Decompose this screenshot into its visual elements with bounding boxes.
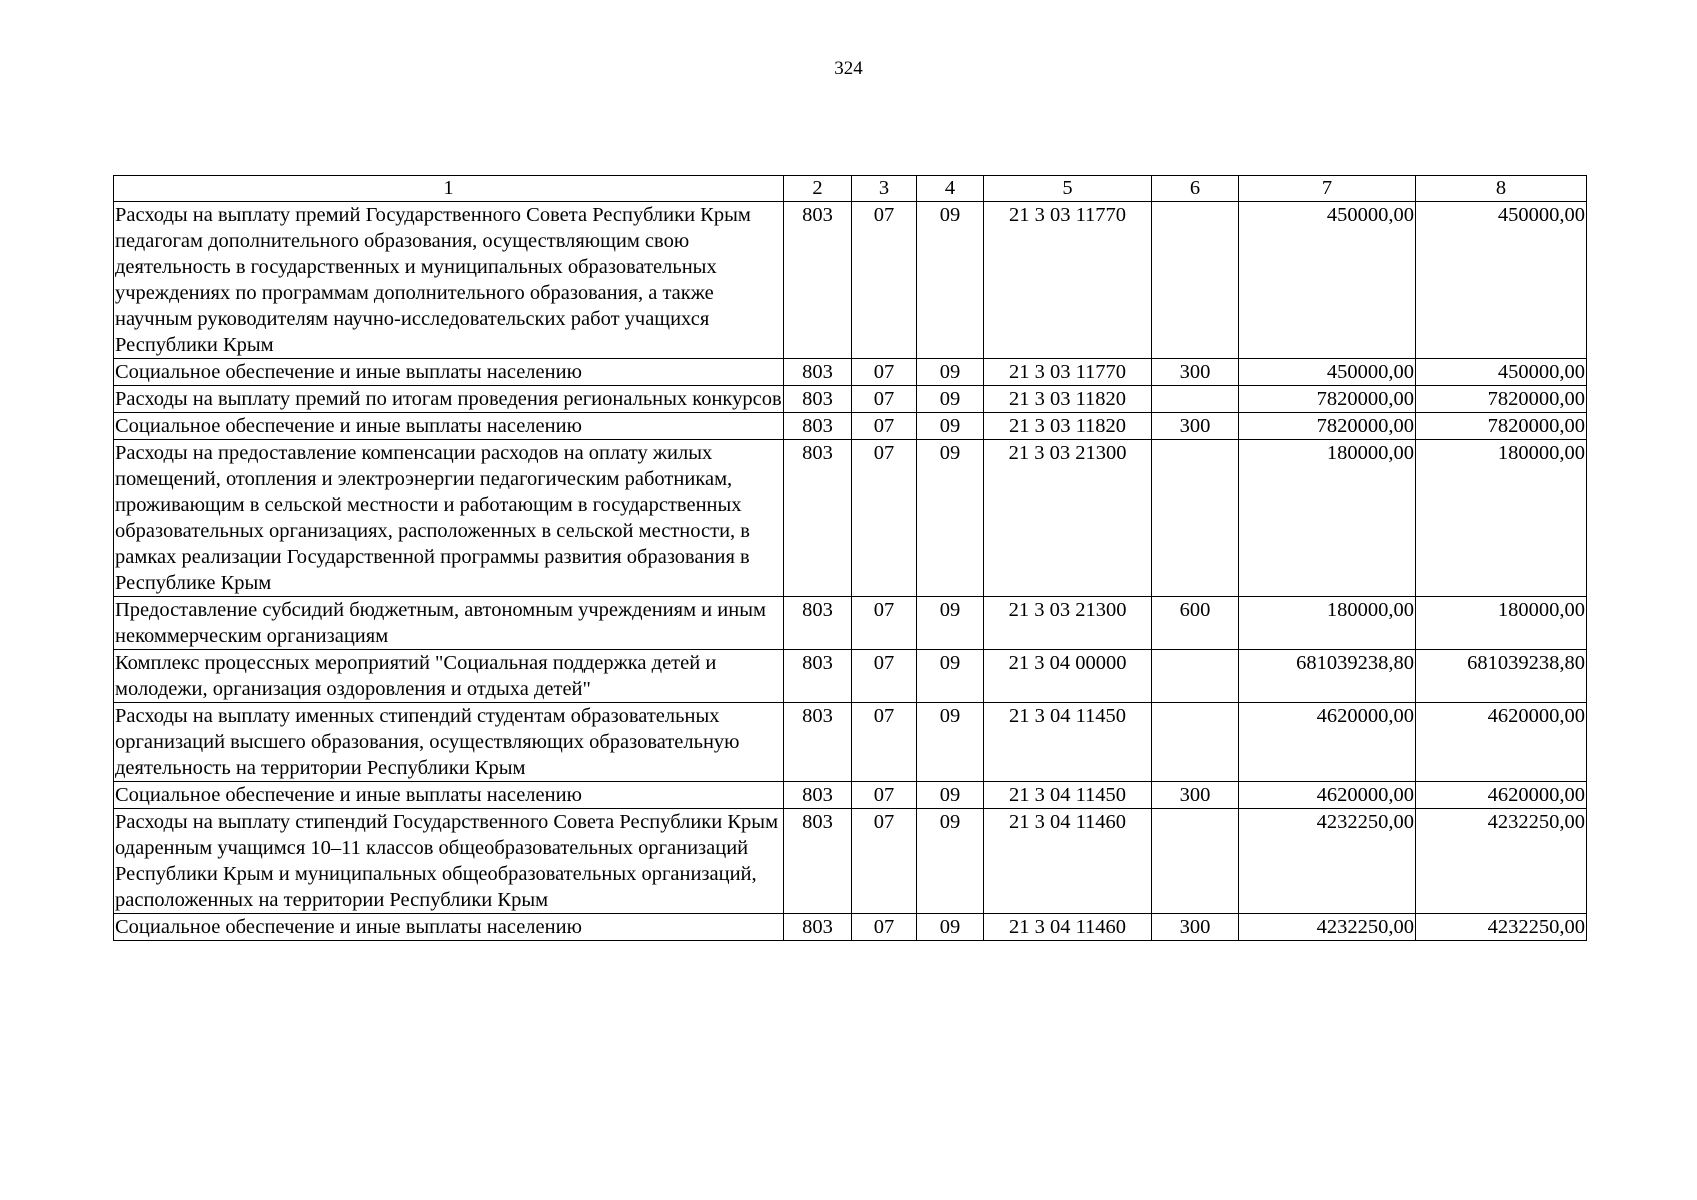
row-name-cell: Социальное обеспечение и иные выплаты населению — [114, 413, 784, 440]
expense-type-cell — [1152, 386, 1239, 413]
row-name-cell: Комплекс процессных мероприятий "Социальная поддержка детей и молодежи, организация оздоровления и отдыха детей" — [114, 650, 784, 703]
row-name-cell: Расходы на выплату премий Государственного Совета Республики Крым педагогам дополнительного образования, осуществляющим свою деятельность в государственных и муниципальных образовательных учреждениях по программам дополнительного образования, а также научным руководителям научно-исследовательских работ учащихся Республики Крым — [114, 202, 784, 359]
amount-col7-cell: 4620000,00 — [1239, 782, 1416, 809]
amount-col7-cell: 450000,00 — [1239, 359, 1416, 386]
header-cell-5: 5 — [984, 176, 1152, 202]
table-row — [114, 202, 1587, 359]
row-name-cell: Социальное обеспечение и иные выплаты населению — [114, 914, 784, 941]
expense-type-cell — [1152, 202, 1239, 359]
target-article-cell: 21 3 03 11770 — [984, 359, 1152, 386]
section-code-cell: 07 — [852, 650, 917, 703]
amount-col7-cell: 4232250,00 — [1239, 809, 1416, 914]
amount-col7-cell: 180000,00 — [1239, 440, 1416, 597]
subsection-code-cell: 09 — [917, 440, 984, 597]
table-row — [114, 440, 1587, 597]
amount-col7-cell: 4620000,00 — [1239, 703, 1416, 782]
ministry-code-cell: 803 — [784, 359, 852, 386]
amount-col8-cell: 4232250,00 — [1416, 809, 1587, 914]
target-article-cell: 21 3 04 11460 — [984, 809, 1152, 914]
header-cell-7: 7 — [1239, 176, 1416, 202]
ministry-code-cell: 803 — [784, 597, 852, 650]
table-row — [114, 386, 1587, 413]
subsection-code-cell: 09 — [917, 782, 984, 809]
section-code-cell: 07 — [852, 914, 917, 941]
target-article-cell: 21 3 04 11450 — [984, 782, 1152, 809]
amount-col8-cell: 681039238,80 — [1416, 650, 1587, 703]
expense-type-cell — [1152, 440, 1239, 597]
row-name-cell: Социальное обеспечение и иные выплаты населению — [114, 359, 784, 386]
row-name-cell: Социальное обеспечение и иные выплаты населению — [114, 782, 784, 809]
section-code-cell: 07 — [852, 202, 917, 359]
section-code-cell: 07 — [852, 809, 917, 914]
table-row — [114, 914, 1587, 941]
ministry-code-cell: 803 — [784, 650, 852, 703]
header-cell-3: 3 — [852, 176, 917, 202]
row-name-cell: Предоставление субсидий бюджетным, автономным учреждениям и иным некоммерческим организациям — [114, 597, 784, 650]
amount-col8-cell: 180000,00 — [1416, 440, 1587, 597]
section-code-cell: 07 — [852, 386, 917, 413]
table-row — [114, 413, 1587, 440]
expense-type-cell: 300 — [1152, 413, 1239, 440]
expense-type-cell: 300 — [1152, 359, 1239, 386]
amount-col8-cell: 180000,00 — [1416, 597, 1587, 650]
amount-col8-cell: 4620000,00 — [1416, 703, 1587, 782]
ministry-code-cell: 803 — [784, 703, 852, 782]
table-row — [114, 809, 1587, 914]
amount-col8-cell: 4232250,00 — [1416, 914, 1587, 941]
target-article-cell: 21 3 04 11450 — [984, 703, 1152, 782]
section-code-cell: 07 — [852, 413, 917, 440]
target-article-cell: 21 3 03 11820 — [984, 413, 1152, 440]
subsection-code-cell: 09 — [917, 413, 984, 440]
target-article-cell: 21 3 04 11460 — [984, 914, 1152, 941]
section-code-cell: 07 — [852, 597, 917, 650]
subsection-code-cell: 09 — [917, 597, 984, 650]
table-row — [114, 597, 1587, 650]
table-row — [114, 650, 1587, 703]
amount-col7-cell: 7820000,00 — [1239, 413, 1416, 440]
ministry-code-cell: 803 — [784, 386, 852, 413]
section-code-cell: 07 — [852, 703, 917, 782]
ministry-code-cell: 803 — [784, 202, 852, 359]
subsection-code-cell: 09 — [917, 359, 984, 386]
amount-col8-cell: 450000,00 — [1416, 359, 1587, 386]
ministry-code-cell: 803 — [784, 413, 852, 440]
amount-col8-cell: 450000,00 — [1416, 202, 1587, 359]
ministry-code-cell: 803 — [784, 809, 852, 914]
header-cell-6: 6 — [1152, 176, 1239, 202]
target-article-cell: 21 3 03 11820 — [984, 386, 1152, 413]
expense-type-cell — [1152, 809, 1239, 914]
subsection-code-cell: 09 — [917, 386, 984, 413]
expense-type-cell: 600 — [1152, 597, 1239, 650]
table-row — [114, 703, 1587, 782]
ministry-code-cell: 803 — [784, 914, 852, 941]
target-article-cell: 21 3 03 11770 — [984, 202, 1152, 359]
amount-col7-cell: 4232250,00 — [1239, 914, 1416, 941]
header-cell-2: 2 — [784, 176, 852, 202]
expense-type-cell — [1152, 650, 1239, 703]
ministry-code-cell: 803 — [784, 440, 852, 597]
target-article-cell: 21 3 03 21300 — [984, 440, 1152, 597]
amount-col7-cell: 180000,00 — [1239, 597, 1416, 650]
table-row — [114, 359, 1587, 386]
header-cell-8: 8 — [1416, 176, 1587, 202]
table-header-row — [114, 176, 1587, 202]
subsection-code-cell: 09 — [917, 809, 984, 914]
amount-col7-cell: 7820000,00 — [1239, 386, 1416, 413]
subsection-code-cell: 09 — [917, 703, 984, 782]
target-article-cell: 21 3 03 21300 — [984, 597, 1152, 650]
target-article-cell: 21 3 04 00000 — [984, 650, 1152, 703]
table-row — [114, 782, 1587, 809]
amount-col8-cell: 4620000,00 — [1416, 782, 1587, 809]
section-code-cell: 07 — [852, 440, 917, 597]
amount-col7-cell: 450000,00 — [1239, 202, 1416, 359]
budget-table — [113, 175, 1587, 941]
subsection-code-cell: 09 — [917, 202, 984, 359]
subsection-code-cell: 09 — [917, 650, 984, 703]
row-name-cell: Расходы на предоставление компенсации расходов на оплату жилых помещений, отопления и электроэнергии педагогическим работникам, проживающим в сельской местности и работающим в государственных образовательных организациях, расположенных в сельской местности, в рамках реализации Государственной программы развития образования в Республике Крым — [114, 440, 784, 597]
amount-col8-cell: 7820000,00 — [1416, 413, 1587, 440]
expense-type-cell: 300 — [1152, 782, 1239, 809]
page-number: 324 — [834, 58, 863, 79]
amount-col8-cell: 7820000,00 — [1416, 386, 1587, 413]
section-code-cell: 07 — [852, 782, 917, 809]
row-name-cell: Расходы на выплату премий по итогам проведения региональных конкурсов — [114, 386, 784, 413]
row-name-cell: Расходы на выплату стипендий Государственного Совета Республики Крым одаренным учащимся 10–11 классов общеобразовательных организаций Республики Крым и муниципальных общеобразовательных организаций, расположенных на территории Республики Крым — [114, 809, 784, 914]
expense-type-cell — [1152, 703, 1239, 782]
row-name-cell: Расходы на выплату именных стипендий студентам образовательных организаций высшего образования, осуществляющих образовательную деятельность на территории Республики Крым — [114, 703, 784, 782]
header-cell-4: 4 — [917, 176, 984, 202]
section-code-cell: 07 — [852, 359, 917, 386]
header-cell-1: 1 — [114, 176, 784, 202]
expense-type-cell: 300 — [1152, 914, 1239, 941]
ministry-code-cell: 803 — [784, 782, 852, 809]
subsection-code-cell: 09 — [917, 914, 984, 941]
amount-col7-cell: 681039238,80 — [1239, 650, 1416, 703]
